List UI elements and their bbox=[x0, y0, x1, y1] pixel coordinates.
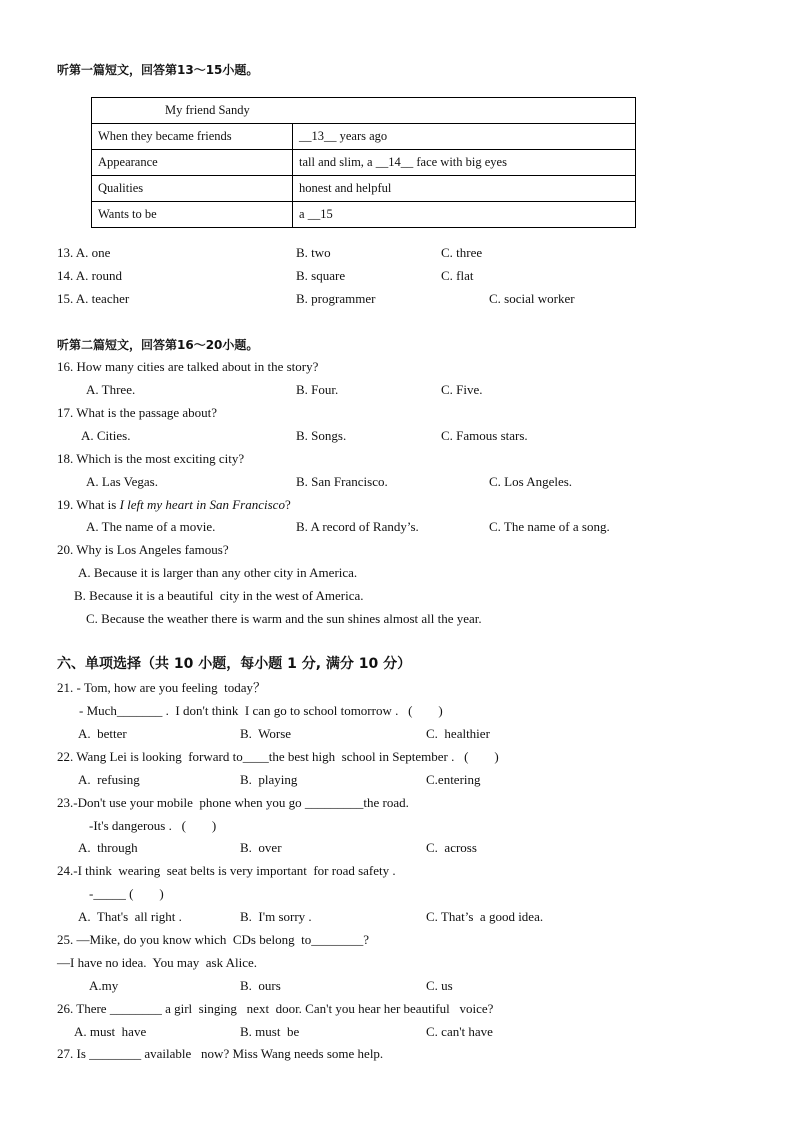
q20-option-a: A. Because it is larger than any other city in America. bbox=[78, 565, 358, 580]
q26-option-c: C. can't have bbox=[426, 1024, 493, 1039]
q24-line1: 24.-I think wearing seat belts is very important for road safety . bbox=[57, 863, 396, 878]
table-cell-label: When they became friends bbox=[92, 124, 293, 150]
q23-option-b: B. over bbox=[240, 840, 282, 855]
q21-line1: 21. - Tom, how are you feeling today？ bbox=[57, 680, 266, 695]
q19-option-c: C. The name of a song. bbox=[489, 519, 610, 534]
q26-line1: 26. There ________ a girl singing next door. Can't you hear her beautiful voice? bbox=[57, 1001, 494, 1016]
q23-option-c: C. across bbox=[426, 840, 477, 855]
table-row bbox=[92, 150, 636, 176]
q17-option-a: A. Cities. bbox=[81, 428, 131, 443]
q25-option-b: B. ours bbox=[240, 978, 281, 993]
table-row bbox=[92, 98, 636, 124]
q15-option-a: 15. A. teacher bbox=[57, 291, 130, 306]
table-row bbox=[92, 202, 636, 228]
q20-option-b: B. Because it is a beautiful city in the west of America. bbox=[74, 588, 364, 603]
q18-option-b: B. San Francisco. bbox=[296, 474, 388, 489]
q13-option-c: C. three bbox=[441, 245, 483, 260]
answer-blank-14: __14__ bbox=[375, 155, 414, 169]
section-six-heading: 六、单项选择（共 10 小题，每小题 1 分, 满分 10 分） bbox=[57, 656, 412, 672]
q25-line1: 25. —Mike, do you know which CDs belong to________? bbox=[57, 932, 369, 947]
q19-stem: 19. What is I left my heart in San Francisco? bbox=[57, 497, 291, 512]
q25-option-a: A.my bbox=[89, 978, 119, 993]
q21-line2: - Much_______ . I don't think I can go to school tomorrow . ( ) bbox=[79, 703, 443, 718]
q22-option-a: A. refusing bbox=[78, 772, 140, 787]
q24-option-c: C. That’s a good idea. bbox=[426, 909, 544, 924]
q13-option-b: B. two bbox=[296, 245, 331, 260]
table-cell-value: __13__ years ago bbox=[293, 124, 636, 150]
q16-option-c: C. Five. bbox=[441, 382, 483, 397]
q25-line2: —I have no idea. You may ask Alice. bbox=[57, 955, 258, 970]
answer-blank-15: __15 bbox=[307, 207, 333, 221]
table-row bbox=[92, 176, 636, 202]
q22-option-b: B. playing bbox=[240, 772, 298, 787]
q14-option-c: C. flat bbox=[441, 268, 474, 283]
my-friend-sandy-table bbox=[91, 97, 636, 228]
q20-option-c: C. Because the weather there is warm and the sun shines almost all the year. bbox=[86, 611, 482, 626]
q26-option-a: A. must have bbox=[74, 1024, 147, 1039]
q14-option-a: 14. A. round bbox=[57, 268, 122, 283]
q18-option-a: A. Las Vegas. bbox=[86, 474, 158, 489]
q22-option-c: C.entering bbox=[426, 772, 481, 787]
q16-option-a: A. Three. bbox=[86, 382, 136, 397]
q23-line2: -It's dangerous . ( ) bbox=[89, 818, 217, 833]
q23-option-a: A. through bbox=[78, 840, 138, 855]
q16-stem: 16. How many cities are talked about in the story? bbox=[57, 359, 319, 374]
q24-line2: -_____ ( ) bbox=[89, 886, 164, 901]
q23-line1: 23.-Don't use your mobile phone when you go _________the road. bbox=[57, 795, 409, 810]
q22-line1: 22. Wang Lei is looking forward to____the best high school in September . ( ) bbox=[57, 749, 499, 764]
q21-option-c: C. healthier bbox=[426, 726, 490, 741]
q19-option-a: A. The name of a movie. bbox=[86, 519, 216, 534]
q14-option-b: B. square bbox=[296, 268, 346, 283]
passage2-instruction: 听第二篇短文，回答第16～20小题。 bbox=[57, 338, 259, 352]
q19-option-b: B. A record of Randy’s. bbox=[296, 519, 419, 534]
table-title: My friend Sandy bbox=[92, 98, 636, 124]
q21-option-a: A. better bbox=[78, 726, 127, 741]
passage1-instruction: 听第一篇短文，回答第13～15小题。 bbox=[57, 63, 259, 77]
q15-option-b: B. programmer bbox=[296, 291, 376, 306]
q18-stem: 18. Which is the most exciting city? bbox=[57, 451, 245, 466]
q21-option-b: B. Worse bbox=[240, 726, 292, 741]
q17-option-b: B. Songs. bbox=[296, 428, 347, 443]
table-cell-value: tall and slim, a __14__ face with big eyes bbox=[293, 150, 636, 176]
table-cell-value: honest and helpful bbox=[293, 176, 636, 202]
q16-option-b: B. Four. bbox=[296, 382, 339, 397]
q24-option-a: A. That's all right . bbox=[78, 909, 182, 924]
q18-option-c: C. Los Angeles. bbox=[489, 474, 573, 489]
q15-option-c: C. social worker bbox=[489, 291, 575, 306]
q20-stem: 20. Why is Los Angeles famous? bbox=[57, 542, 229, 557]
song-title: I left my heart in San Francisco bbox=[119, 497, 285, 512]
q26-option-b: B. must be bbox=[240, 1024, 300, 1039]
table-row bbox=[92, 124, 636, 150]
q27-line1: 27. Is ________ available now? Miss Wang needs some help. bbox=[57, 1046, 384, 1061]
table-cell-label: Appearance bbox=[92, 150, 293, 176]
answer-blank-13: __13__ bbox=[299, 129, 337, 143]
table-cell-label: Qualities bbox=[92, 176, 293, 202]
q17-stem: 17. What is the passage about? bbox=[57, 405, 218, 420]
table-cell-value: a __15 bbox=[293, 202, 636, 228]
q25-option-c: C. us bbox=[426, 978, 453, 993]
q13-option-a: 13. A. one bbox=[57, 245, 111, 260]
q17-option-c: C. Famous stars. bbox=[441, 428, 528, 443]
q24-option-b: B. I'm sorry . bbox=[240, 909, 312, 924]
table-cell-label: Wants to be bbox=[92, 202, 293, 228]
